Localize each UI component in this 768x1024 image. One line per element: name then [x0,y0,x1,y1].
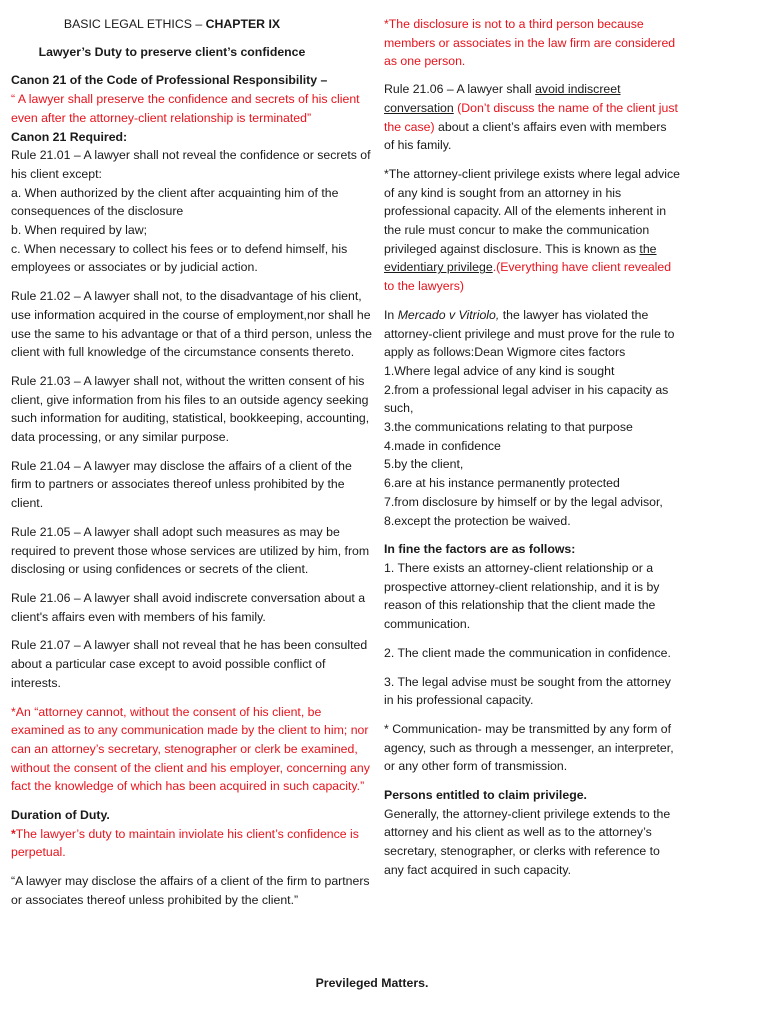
mercado-prefix: In [384,307,398,322]
infine-factor-3: 3. The legal advise must be sought from the attorney in his professional capacity. [384,674,671,708]
canon-quote: “ A lawyer shall preserve the confidence and secrets of his client even after the attorney-client relationship is terminated” [11,92,360,125]
infine-factor-1: 1. There exists an attorney-client relationship or a prospective attorney-client relationship, and it is by reason of this relationship that the client made the communication. [384,560,660,632]
rule-2102: Rule 21.02 – A lawyer shall not, to the disadvantage of his client, use information acquired in the course of employment,nor shall he use the same to his advantage or that of a third person, unless the client with full knowledge of the circumstance consents thereto. [11,289,372,360]
privilege-red-note: .(Everything have client revealed to the lawyers) [384,260,672,294]
rule-2106-red-note: (Don’t discuss the name of the client just the case) [384,100,678,134]
rule-2101-c: c. When necessary to collect his fees or to defend himself, his employees or associates or by judicial action. [11,241,348,275]
canon-heading: Canon 21 of the Code of Professional Responsibility – [11,73,328,88]
canon-block [11,71,373,277]
rule-2106-underlined: avoid indiscreet conversation [384,82,621,115]
evidentiary-privilege-term: the evidentiary privilege [384,241,657,275]
wigmore-factor: 4.made in confidence [384,438,501,453]
canon-required-heading: Canon 21 Required: [11,129,128,144]
footer-label: Previleged Matters. [315,976,429,990]
privilege-paragraph [384,165,680,296]
case-name: Mercado v Vitriolo, [397,307,500,322]
rule-2106-suffix: about a client’s affairs even with members of his family. [384,119,667,153]
rule-2106-right [384,80,680,155]
infine-factor-2: 2. The client made the communication in confidence. [384,645,671,660]
communication-note: * Communication- may be transmitted by any form of agency, such as through a messenger, an interpreter, or any other form of transmission. [384,721,674,774]
disclosure-note: *The disclosure is not to a third person because members or associates in the law firm are considered as one person. [384,17,676,69]
title-plain: BASIC LEGAL ETHICS – [63,17,206,31]
persons-block [384,786,680,880]
wigmore-factor: 8.except the protection be waived. [384,513,571,528]
wigmore-factor: 3.the communications relating to that purpose [384,420,633,435]
wigmore-factor: 6.are at his instance permanently protected [384,476,620,491]
mercado-text: the lawyer has violated the attorney-client privilege and must prove for the rule to apply as follows:Dean Wigmore cites factors [384,307,675,360]
duration-block [11,806,373,862]
persons-heading: Persons entitled to claim privilege. [384,788,587,803]
rule-2104: Rule 21.04 – A lawyer may disclose the affairs of a client of the firm to partners or associates thereof unless prohibited by the client. [11,458,352,511]
rule-2106-left: Rule 21.06 – A lawyer shall avoid indiscrete conversation about a client's affairs even with members of his family. [11,590,366,624]
wigmore-factor: 2.from a professional legal adviser in his capacity as such, [384,382,669,416]
duration-text [11,825,373,862]
rule-2107: Rule 21.07 – A lawyer shall not reveal that he has been consulted about a particular case except to avoid possible conflict of interests. [11,638,368,690]
duration-star: * [11,826,16,841]
left-column [11,15,373,920]
duration-heading: Duration of Duty. [11,808,110,823]
chapter-label: CHAPTER IX [205,17,281,31]
rule-2101-b: b. When required by law; [11,223,148,238]
closing-quote: “A lawyer may disclose the affairs of a client of the firm to partners or associates thereof unless prohibited by the client.” [11,874,370,907]
document-title [11,15,373,34]
attorney-quote: *An “attorney cannot, without the consent of his client, be examined as to any communication made by the client to him; nor can an attorney’s secretary, stenographer or clerk be examined, without the consent of the client and his employer, concerning any fact the knowledge of which has been acquired in such capacity.” [11,704,370,794]
duration-sentence: The lawyer’s duty to maintain inviolate his client’s confidence is perpetual. [11,826,359,860]
infine-block [384,540,680,634]
right-column [384,15,680,880]
infine-heading: In fine the factors are as follows: [384,542,576,557]
rule-2105: Rule 21.05 – A lawyer shall adopt such measures as may be required to prevent those whose services are utilized by him, from disclosing or using confidences or secrets of the client. [11,524,370,577]
persons-text: Generally, the attorney-client privilege extends to the attorney and his client as well as to the attorney’s secretary, stenographer, or clerks with reference to any fact acquired in such capacity. [384,806,671,877]
wigmore-factor: 1.Where legal advice of any kind is sought [384,363,615,378]
rule-2106-prefix: Rule 21.06 – A lawyer shall [384,82,536,97]
rule-2103: Rule 21.03 – A lawyer shall not, without the written consent of his client, give information from his files to an outside agency seeking such information for auditing, statistical, bookkeeping, accounting, data processing, or any similar purpose. [11,373,370,445]
rule-2101-a: a. When authorized by the client after acquainting him of the consequences of the disclosure [11,185,339,219]
document-subtitle: Lawyer’s Duty to preserve client’s confidence [38,44,306,59]
rule-2101-intro: Rule 21.01 – A lawyer shall not reveal the confidence or secrets of his client except: [11,148,371,181]
mercado-paragraph [384,308,675,359]
mercado-block [384,306,680,530]
wigmore-factor: 5.by the client, [384,457,464,472]
wigmore-factor: 7.from disclosure by himself or by the legal advisor, [384,494,663,509]
privilege-text: *The attorney-client privilege exists where legal advice of any kind is sought from an attorney in his professional capacity. All of the elements inherent in the rule must concur to make the communication privileged against disclosure. This is known as [384,166,680,256]
